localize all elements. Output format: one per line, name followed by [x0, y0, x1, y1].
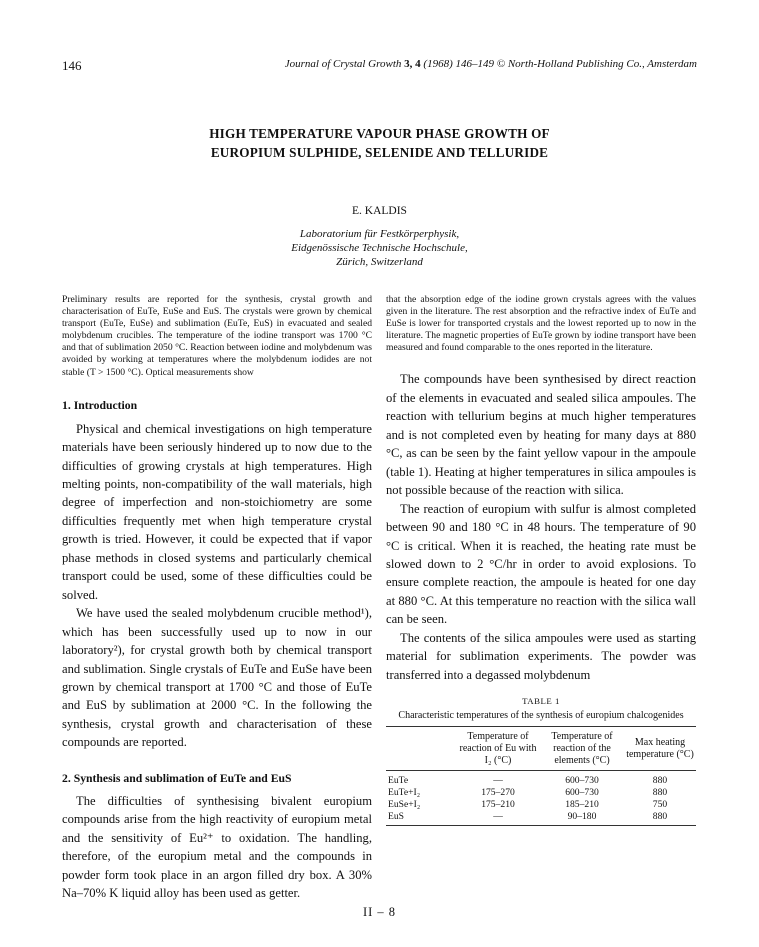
table-cell: EuS — [386, 811, 456, 826]
body-paragraph-ampoules: The contents of the silica ampoules were used as starting material for sublimation experiments. The powder was transferred into a degassed molybdenum — [386, 630, 696, 682]
table-row — [386, 811, 696, 826]
section-heading-synthesis: 2. Synthesis and sublimation of EuTe and EuS — [62, 771, 292, 785]
body-paragraph-sulfur: The reaction of europium with sulfur is almost completed between 90 and 180 °C in 48 hours. The temperature of 90 °C is critical. When it is reached, the heating rate must be slowed down to 2 °C/hr in order to avoid explosions. To ensure complete reaction, the ampoule is heated for one day at 880 °C. At this temperature no reaction with the silica wall can be seen. — [386, 501, 696, 627]
title-line-1: HIGH TEMPERATURE VAPOUR PHASE GROWTH OF — [209, 126, 550, 141]
author: E. KALDIS — [352, 205, 407, 217]
table-cell: 90–180 — [540, 811, 624, 826]
intro-paragraph-1: Physical and chemical investigations on high temperature materials have been seriously hindered up to now due to the difficulties of growing crystals at high temperatures. High melting points, non-compatibility of the wall materials, high degree of imperfection and non-stoichiometry are some difficulties frequently met when high temperature crystal growth is tried. However, it could be expected that if vapor phase methods in closed systems and particularly chemical transport could be used, some of these difficulties could be solved. — [62, 421, 372, 602]
journal-volume: 3, 4 — [404, 58, 421, 70]
journal-name: Journal of Crystal Growth — [284, 58, 402, 70]
running-head — [285, 58, 697, 70]
table-row — [386, 771, 696, 787]
abstract-part-2: that the absorption edge of the iodine grown crystals agrees with the values given in the literature. The rest absorption and the refractive index of EuTe and EuSe is lower for transported crystals and the lowest reported up to now in the literature. The magnetic properties of EuTe grown by iodine transport have been measured and found comparable to the ones reported in the literature. — [386, 294, 696, 354]
page-number: 146 — [62, 58, 82, 73]
table-cell: — — [493, 775, 503, 787]
paper-title — [60, 124, 699, 162]
affiliation-line-1: Laboratorium für Festkörperphysik, — [299, 228, 460, 240]
section-heading-introduction: 1. Introduction — [62, 398, 138, 412]
table-cell: 880 — [652, 775, 668, 787]
table-cell: EuTe — [388, 775, 409, 787]
table-cell: 600–730 — [565, 775, 599, 787]
data-table — [386, 726, 696, 826]
table-row — [386, 787, 696, 799]
table-cell: EuSe+I₂ — [388, 798, 421, 810]
affiliation-line-3: Zürich, Switzerland — [336, 256, 423, 268]
right-column — [386, 294, 696, 826]
table-cell: EuTe+I₂ — [388, 786, 421, 798]
table-row — [386, 799, 696, 811]
table-caption: Characteristic temperatures of the synthesis of europium chalcogenides — [398, 710, 684, 722]
table-header-cell: Max heating temperature (°C) — [624, 727, 696, 771]
affiliation — [0, 227, 759, 269]
page-footer: II – 8 — [362, 905, 397, 919]
synthesis-paragraph-1: The difficulties of synthesising bivalent europium compounds arise from the high reactivity of europium metal and the sensitivity of Eu²⁺ to oxidation. The handling, therefore, of the europium metal and the compounds in powder form took place in an argon filled dry box. A 30% Na–70% K liquid alloy has been used as getter. — [62, 793, 372, 901]
affiliation-line-2: Eidgenössische Technische Hochschule, — [291, 242, 468, 254]
table-cell: 750 — [652, 798, 668, 810]
table-cell: 880 — [624, 811, 696, 826]
table-cell: 600–730 — [565, 786, 599, 798]
intro-paragraph-2: We have used the sealed molybdenum crucible method¹), which has been successfully used up to now in our laboratory²), for crystal growth both by chemical transport and sublimation. Single crystals of EuTe and EuSe have been grown by chemical transport at 1700 °C and those of EuTe and EuS by sublimation at 2000 °C. In the following the synthesis, crystal growth and characterisation of these compounds are reported. — [62, 606, 372, 750]
table-cell: 175–210 — [481, 798, 515, 810]
table-cell: — — [456, 811, 540, 826]
title-line-2: EUROPIUM SULPHIDE, SELENIDE AND TELLURIDE — [210, 145, 549, 160]
table-header-cell: Temperature of reaction of Eu with I₂ (°C) — [456, 727, 540, 771]
left-column — [62, 294, 372, 903]
journal-citation: (1968) 146–149 © North-Holland Publishing Co., Amsterdam — [423, 58, 697, 70]
body-paragraph-compounds: The compounds have been synthesised by direct reaction of the elements in evacuated and sealed silica ampoules. The reaction with tellurium begins at much higher temperatures and is not completed even by heating for many days at 880 °C, as can be seen by the faint yellow vapour in the ampoule (table 1). Heating at higher temperatures in silica ampoules is not possible because of the reaction with silica. — [386, 372, 696, 498]
table-cell: 175–270 — [481, 786, 515, 798]
table-cell: 185–210 — [565, 798, 599, 810]
table-label: TABLE 1 — [522, 696, 560, 707]
abstract-part-1: Preliminary results are reported for the synthesis, crystal growth and characterisation of EuTe, EuSe and EuS. The crystals were grown by chemical transport (EuTe, EuSe) and sublimation (EuTe, EuS) in evacuated and sealed molybdenum crucibles. The temperature of the iodine transport was 1700 °C and that of sublimation 2050 °C. Reaction between iodine and molybdenum was avoided by working at temperatures where the molybdenum iodides are not stable (T > 1500 °C). Optical measurements show — [62, 294, 372, 378]
table-cell: 880 — [652, 786, 668, 798]
table-header-cell: Temperature of reaction of the elements (°C) — [540, 727, 624, 771]
table-header-row — [386, 727, 696, 771]
table-header-cell — [386, 727, 456, 771]
